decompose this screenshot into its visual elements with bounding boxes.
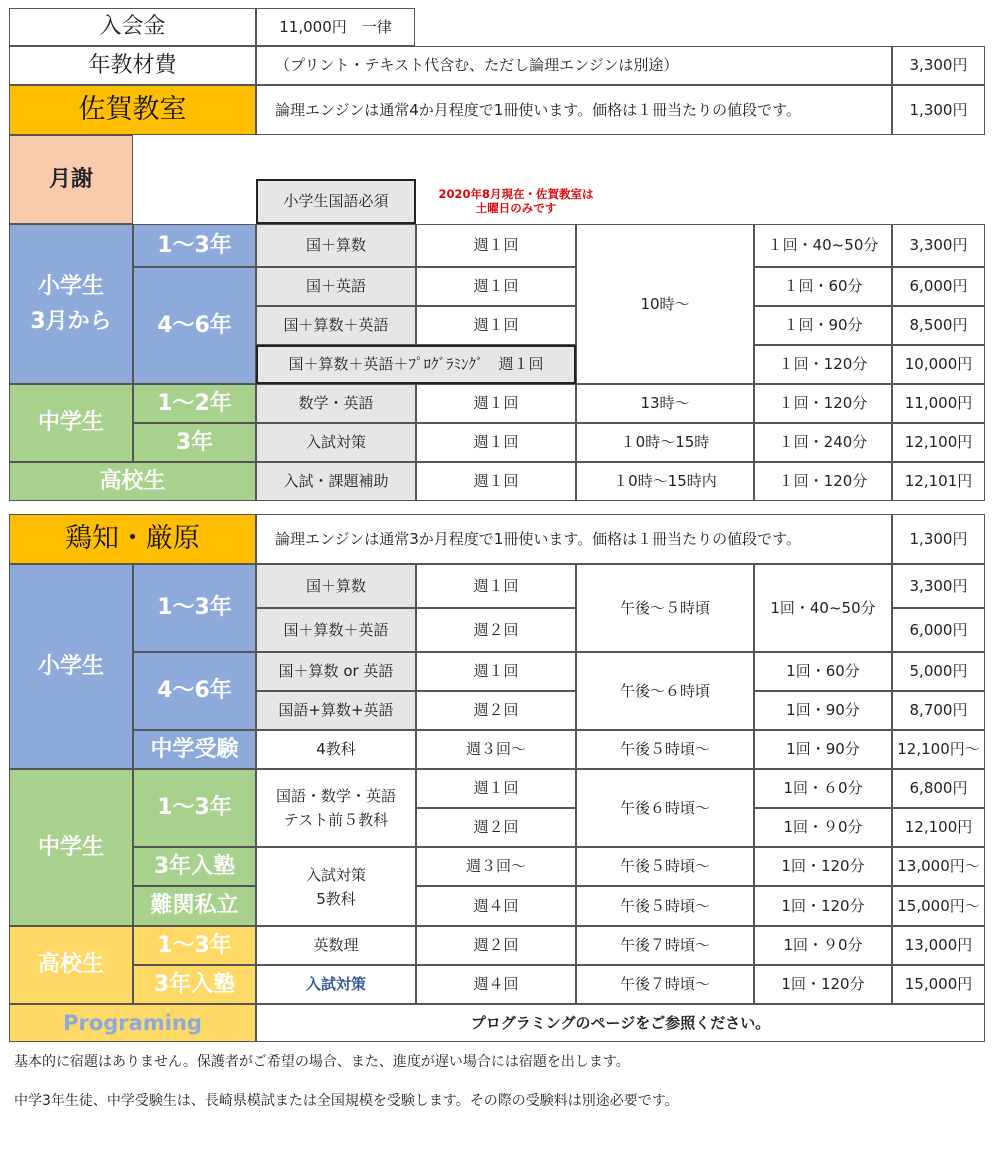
entry-fee-label: 入会金: [9, 8, 256, 46]
saga-course-frequency: 週１回: [416, 224, 576, 267]
keichi-middle-exam-price: 15,000円～: [892, 886, 985, 926]
keichi-middle-elite-private: 難関私立: [133, 886, 256, 926]
homework-note: 基本的に宿題はありません。保護者がご希望の場合、また、進度が遅い場合には宿題を出します。: [14, 1054, 630, 1070]
saga-course-subject: 国＋算数＋英語＋ﾌﾟﾛｸﾞﾗﾐﾝｸﾞ 週１回: [256, 345, 576, 384]
keichi-course-frequency: 週１回: [416, 564, 576, 608]
saga-elementary-label: 小学生 3月から: [9, 224, 133, 384]
saga-logic-engine-price: 1,300円: [892, 85, 985, 135]
saga-high-price: 12,101円: [892, 462, 985, 501]
monthly-fee-label: 月謝: [9, 135, 133, 224]
keichi-middle-exam-lesson: 1回・120分: [754, 886, 892, 926]
keichi-middle-subject: 国語・数学・英語 テスト前５教科: [256, 769, 416, 847]
programming-label: Programing: [9, 1004, 256, 1042]
keichi-exam-lesson: 1回・90分: [754, 730, 892, 769]
keichi-junior-exam-label: 中学受験: [133, 730, 256, 769]
keichi-high-price: 13,000円: [892, 926, 985, 965]
keichi-elementary-grade-4-6: 4～6年: [133, 652, 256, 730]
keichi-middle-exam-price: 13,000円～: [892, 847, 985, 886]
saga-elementary-grade-1-3: 1～3年: [133, 224, 256, 267]
programming-page-reference[interactable]: プログラミングのページをご参照ください。: [256, 1004, 985, 1042]
keichi-course-subject: 国＋算数＋英語: [256, 608, 416, 652]
saga-middle-grade: 1～2年: [133, 384, 256, 423]
required-japanese-label: 小学生国語必須: [256, 179, 416, 224]
keichi-high-lesson: 1回・120分: [754, 965, 892, 1004]
saga-middle-frequency: 週１回: [416, 423, 576, 462]
saga-course-price: 10,000円: [892, 345, 985, 384]
keichi-middle-price: 6,800円: [892, 769, 985, 808]
saga-course-subject: 国＋算数: [256, 224, 416, 267]
keichi-middle-lesson: 1回・６0分: [754, 769, 892, 808]
keichi-exam-price: 12,100円～: [892, 730, 985, 769]
saga-high-lesson: １回・120分: [754, 462, 892, 501]
keichi-middle-exam-time: 午後５時頃～: [576, 847, 754, 886]
keichi-course-subject: 国＋算数: [256, 564, 416, 608]
saga-elementary-time: 10時～: [576, 224, 754, 384]
keichi-exam-time: 午後５時頃～: [576, 730, 754, 769]
keichi-middle-lesson: 1回・９0分: [754, 808, 892, 847]
saga-elementary-grade-4-6: 4～6年: [133, 267, 256, 384]
keichi-course-lesson: 1回・90分: [754, 691, 892, 730]
saga-middle-label: 中学生: [9, 384, 133, 462]
saga-high-subject: 入試・課題補助: [256, 462, 416, 501]
keichi-middle-frequency: 週１回: [416, 769, 576, 808]
saga-course-subject: 国＋英語: [256, 267, 416, 306]
keichi-course-frequency: 週２回: [416, 691, 576, 730]
keichi-course-frequency: 週２回: [416, 608, 576, 652]
materials-desc: （プリント・テキスト代含む、ただし論理エンジンは別途）: [256, 46, 892, 85]
keichi-logic-engine-price: 1,300円: [892, 514, 985, 564]
keichi-title: 鶏知・厳原: [9, 514, 256, 564]
keichi-course-frequency: 週１回: [416, 652, 576, 691]
saga-course-lesson: １回・60分: [754, 267, 892, 306]
keichi-elementary-label: 小学生: [9, 564, 133, 769]
saga-high-frequency: 週１回: [416, 462, 576, 501]
saga-course-frequency: 週１回: [416, 306, 576, 345]
keichi-middle-grade-1-3: 1～3年: [133, 769, 256, 847]
keichi-elementary-lesson: 1回・40~50分: [754, 564, 892, 652]
keichi-course-price: 3,300円: [892, 564, 985, 608]
saga-course-price: 3,300円: [892, 224, 985, 267]
keichi-middle-grade-3-entry: 3年入塾: [133, 847, 256, 886]
saga-course-lesson: １回・40~50分: [754, 224, 892, 267]
keichi-course-lesson: 1回・60分: [754, 652, 892, 691]
keichi-middle-price: 12,100円: [892, 808, 985, 847]
keichi-course-subject: 国＋算数 or 英語: [256, 652, 416, 691]
saga-saturday-notice: 2020年8月現在・佐賀教室は 土曜日のみです: [438, 186, 594, 215]
saga-middle-time: １0時～15時: [576, 423, 754, 462]
keichi-high-lesson: 1回・９0分: [754, 926, 892, 965]
saga-middle-price: 12,100円: [892, 423, 985, 462]
keichi-middle-frequency: 週２回: [416, 808, 576, 847]
keichi-course-price: 5,000円: [892, 652, 985, 691]
keichi-high-grade: 1～3年: [133, 926, 256, 965]
saga-course-frequency: 週１回: [416, 267, 576, 306]
keichi-middle-exam-subject: 入試対策 5教科: [256, 847, 416, 926]
keichi-logic-engine-desc: 論理エンジンは通常3か月程度で1冊使います。価格は１冊当たりの値段です。: [256, 514, 892, 564]
keichi-high-frequency: 週４回: [416, 965, 576, 1004]
keichi-course-price: 8,700円: [892, 691, 985, 730]
keichi-middle-exam-frequency: 週３回～: [416, 847, 576, 886]
saga-middle-price: 11,000円: [892, 384, 985, 423]
keichi-high-subject: 入試対策: [256, 965, 416, 1004]
saga-middle-subject: 入試対策: [256, 423, 416, 462]
saga-course-price: 6,000円: [892, 267, 985, 306]
keichi-exam-subject: 4教科: [256, 730, 416, 769]
saga-high-label: 高校生: [9, 462, 256, 501]
keichi-middle-exam-lesson: 1回・120分: [754, 847, 892, 886]
keichi-elementary-time: 午後～５時頃: [576, 564, 754, 652]
keichi-course-price: 6,000円: [892, 608, 985, 652]
keichi-middle-exam-time: 午後５時頃～: [576, 886, 754, 926]
saga-high-time: １0時～15時内: [576, 462, 754, 501]
saga-logic-engine-desc: 論理エンジンは通常4か月程度で1冊使います。価格は１冊当たりの値段です。: [256, 85, 892, 135]
materials-label: 年教材費: [9, 46, 256, 85]
keichi-high-time: 午後７時頃～: [576, 965, 754, 1004]
keichi-high-time: 午後７時頃～: [576, 926, 754, 965]
saga-course-lesson: １回・120分: [754, 345, 892, 384]
keichi-high-frequency: 週２回: [416, 926, 576, 965]
saga-title: 佐賀教室: [9, 85, 256, 135]
keichi-middle-exam-frequency: 週４回: [416, 886, 576, 926]
saga-middle-time: 13時～: [576, 384, 754, 423]
keichi-elementary-grade-1-3: 1～3年: [133, 564, 256, 652]
saga-middle-frequency: 週１回: [416, 384, 576, 423]
keichi-high-subject: 英数理: [256, 926, 416, 965]
keichi-elementary-time: 午後～６時頃: [576, 652, 754, 730]
materials-price: 3,300円: [892, 46, 985, 85]
entry-fee-value: 11,000円 一律: [256, 8, 415, 46]
keichi-high-grade: 3年入塾: [133, 965, 256, 1004]
keichi-middle-label: 中学生: [9, 769, 133, 926]
saga-middle-lesson: １回・120分: [754, 384, 892, 423]
saga-middle-subject: 数学・英語: [256, 384, 416, 423]
mock-exam-note: 中学3年生徒、中学受験生は、長崎県模試または全国規模を受験します。その際の受験料は別途必要です。: [14, 1093, 679, 1109]
keichi-middle-time: 午後６時頃～: [576, 769, 754, 847]
saga-course-subject: 国＋算数＋英語: [256, 306, 416, 345]
keichi-course-subject: 国語+算数+英語: [256, 691, 416, 730]
saga-middle-lesson: １回・240分: [754, 423, 892, 462]
keichi-exam-frequency: 週３回～: [416, 730, 576, 769]
saga-course-lesson: １回・90分: [754, 306, 892, 345]
keichi-high-price: 15,000円: [892, 965, 985, 1004]
keichi-high-label: 高校生: [9, 926, 133, 1004]
saga-middle-grade: 3年: [133, 423, 256, 462]
saga-course-price: 8,500円: [892, 306, 985, 345]
